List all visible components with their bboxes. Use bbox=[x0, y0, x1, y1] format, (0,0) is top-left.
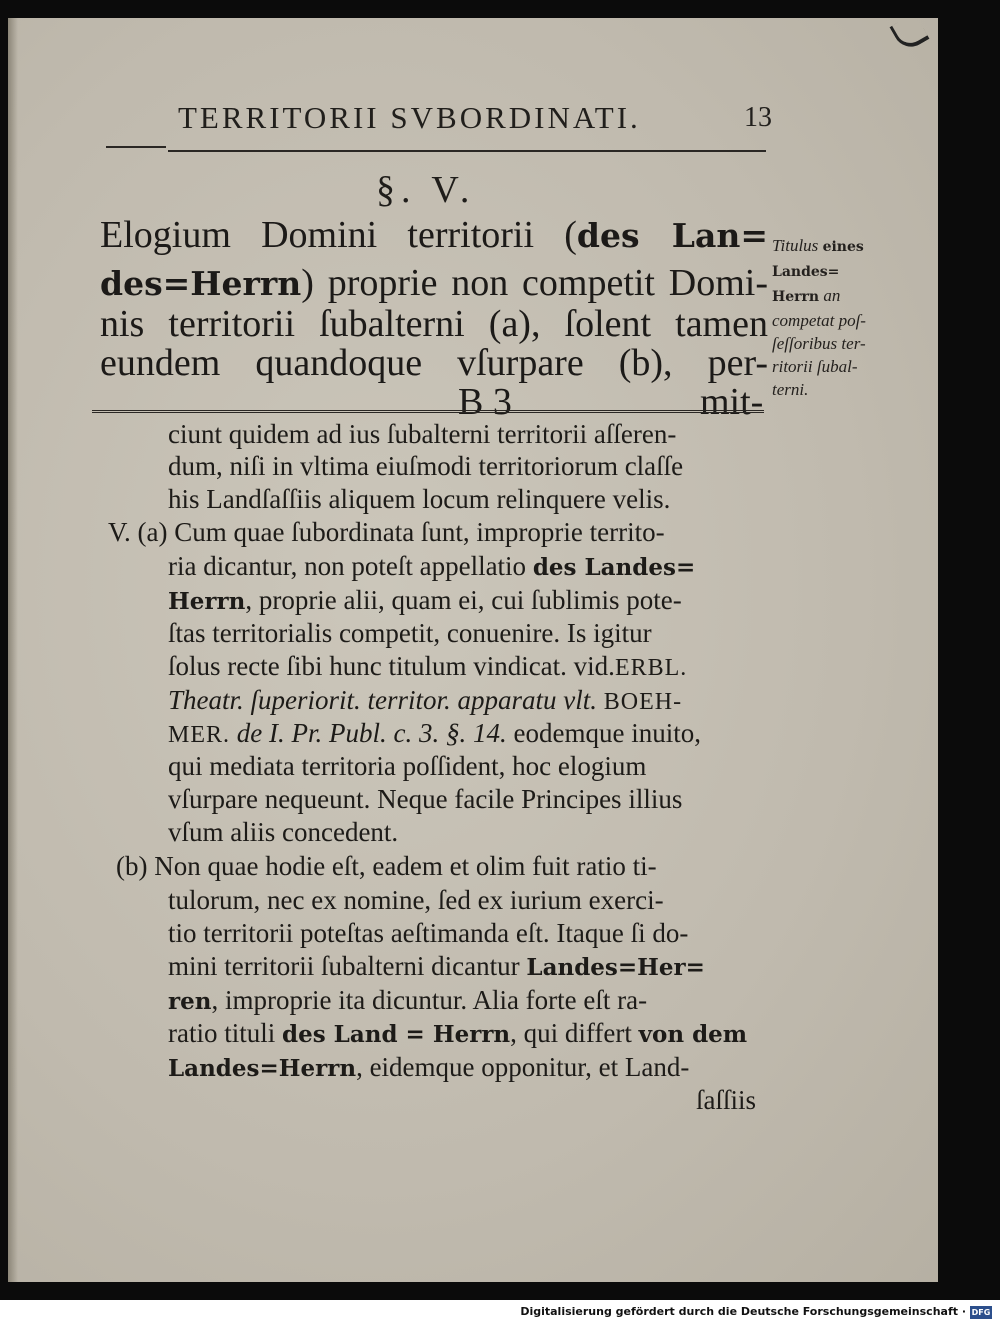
main-text-line bbox=[100, 214, 768, 257]
blackletter-span: Landes=Herrn bbox=[168, 1055, 357, 1082]
footnote-rule bbox=[92, 410, 764, 415]
note-line: his Landſaſſiis aliquem locum relinquere velis. bbox=[168, 484, 671, 514]
note-line bbox=[168, 650, 687, 685]
citation-text: Theatr. ſuperiorit. territor. apparatu vlt. bbox=[168, 685, 598, 715]
main-text-line bbox=[100, 342, 768, 384]
note-line bbox=[168, 1051, 689, 1085]
main-text-line bbox=[100, 262, 768, 305]
main-text-line bbox=[100, 303, 768, 345]
margin-note-text: Titulus bbox=[772, 236, 819, 255]
blackletter-span: ren bbox=[168, 988, 212, 1015]
digitization-credit: Digitalisierung gefördert durch die Deutsche Forschungsgemeinschaft · bbox=[520, 1305, 966, 1318]
note-line bbox=[168, 550, 695, 584]
signature-mark: B 3 bbox=[458, 381, 512, 423]
main-text-span: Elogium Domini territorii ( bbox=[100, 214, 577, 256]
note-line bbox=[168, 717, 701, 752]
corner-mark-icon bbox=[889, 13, 929, 53]
catchword: mit- bbox=[700, 381, 764, 423]
blackletter-span: des Land = Herrn bbox=[282, 1021, 511, 1048]
margin-note-line: competat poſ- bbox=[772, 311, 866, 330]
head-rule bbox=[168, 150, 766, 152]
note-text: ratio tituli bbox=[168, 1018, 276, 1048]
blackletter-span: des Landes= bbox=[532, 554, 696, 581]
margin-note bbox=[772, 234, 912, 401]
note-line: qui mediata territoria poſſident, hoc elogium bbox=[168, 751, 647, 781]
blackletter-span: Herrn bbox=[168, 588, 246, 615]
main-text-span: nis territorii ſubalterni (a), ſolent tamen bbox=[100, 303, 768, 345]
blackletter-span: des=Herrn bbox=[100, 264, 302, 303]
note-line: dum, niſi in vltima eiuſmodi territoriorum claſſe bbox=[168, 451, 684, 481]
margin-note-line bbox=[772, 284, 912, 309]
margin-note-text: an bbox=[823, 286, 841, 305]
blackletter-span: Landes=Her= bbox=[526, 954, 705, 981]
margin-note-blackletter: eines bbox=[822, 239, 864, 255]
margin-note-blackletter: Landes= bbox=[772, 264, 840, 280]
blackletter-span: des Lan= bbox=[576, 216, 768, 255]
note-text: mini territorii ſubalterni dicantur bbox=[168, 951, 520, 981]
note-line: tulorum, nec ex nomine, ſed ex iurium exerci- bbox=[168, 885, 664, 915]
page-number: 13 bbox=[744, 102, 772, 133]
margin-note-blackletter: Herrn bbox=[772, 289, 820, 305]
note-text: , improprie ita dicuntur. Alia forte eſt ra- bbox=[211, 985, 648, 1015]
note-line: tio territorii poteſtas aeſtimanda eſt. Itaque ſi do- bbox=[168, 918, 689, 948]
note-text: , qui differt bbox=[510, 1018, 632, 1048]
margin-note-line bbox=[772, 234, 912, 259]
note-line bbox=[168, 584, 682, 618]
margin-note-line: ritorii ſubal- bbox=[772, 357, 858, 376]
main-text-span: ) proprie non competit Domi- bbox=[301, 262, 768, 304]
main-text-span: eundem quandoque vſurpare (b), per- bbox=[100, 342, 768, 384]
note-line bbox=[168, 1017, 747, 1051]
author-name: BOEH- bbox=[603, 689, 683, 715]
dfg-logo: DFG bbox=[971, 1308, 991, 1317]
blackletter-span: von dem bbox=[638, 1021, 748, 1048]
book-page bbox=[8, 18, 938, 1282]
section-heading: §. V. bbox=[376, 169, 476, 211]
head-rule-left bbox=[106, 146, 166, 148]
note-line: vſurpare nequeunt. Neque facile Principes illius bbox=[168, 784, 683, 814]
note-line: V. (a) Cum quae ſubordinata ſunt, improprie territo- bbox=[108, 517, 665, 547]
note-text: eodemque inuito, bbox=[506, 718, 701, 748]
running-head: TERRITORII SVBORDINATI. bbox=[178, 100, 641, 135]
note-text: ria dicantur, non poteſt appellatio bbox=[168, 551, 527, 581]
margin-note-line: terni. bbox=[772, 380, 809, 399]
note-line: ciunt quidem ad ius ſubalterni territorii aſſeren- bbox=[168, 419, 677, 449]
note-line bbox=[168, 684, 682, 719]
author-name: ERBL. bbox=[614, 655, 688, 681]
page-edge bbox=[8, 18, 18, 1282]
note-line bbox=[168, 984, 647, 1018]
note-catchword: ſaſſiis bbox=[696, 1085, 756, 1115]
note-text: ſolus recte ſibi hunc titulum vindicat. vid. bbox=[168, 651, 615, 681]
note-text: , eidemque opponitur, et Land- bbox=[356, 1052, 690, 1082]
margin-note-line bbox=[772, 259, 912, 284]
note-line: (b) Non quae hodie eſt, eadem et olim fuit ratio ti- bbox=[116, 851, 657, 881]
note-line bbox=[168, 950, 705, 984]
note-text: , proprie alii, quam ei, cui ſublimis pote- bbox=[245, 585, 682, 615]
citation-text: de I. Pr. Publ. c. 3. §. 14. bbox=[236, 718, 507, 748]
note-line: vſum aliis concedent. bbox=[168, 817, 399, 847]
author-name: MER. bbox=[168, 722, 231, 748]
margin-note-line: ſeſſoribus ter- bbox=[772, 334, 866, 353]
note-line: ſtas territorialis competit, conuenire. Is igitur bbox=[168, 618, 652, 648]
